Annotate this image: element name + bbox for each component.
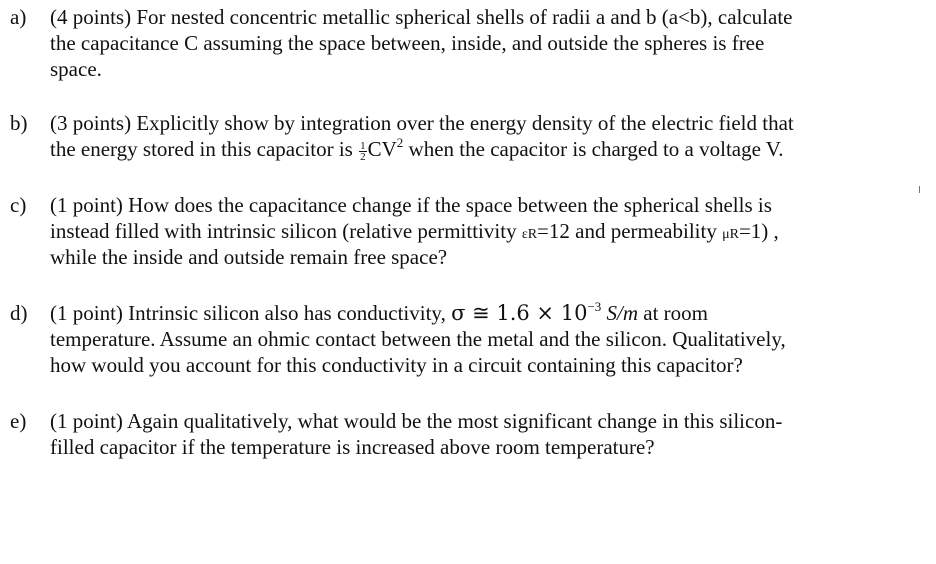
text-line <box>50 136 910 162</box>
question-text <box>50 408 910 460</box>
text-line: while the inside and outside remain free space? <box>50 245 448 269</box>
text-fragment: at room <box>638 301 709 325</box>
text-line: temperature. Assume an ohmic contact between the metal and the silicon. Qualitatively, <box>50 327 786 351</box>
permittivity-symbol: εR <box>521 227 538 242</box>
text-fragment: instead filled with intrinsic silicon (relative permittivity <box>50 219 522 243</box>
text-line <box>50 218 910 244</box>
question-text <box>50 110 910 162</box>
text-fragment: the energy stored in this capacitor is <box>50 137 359 161</box>
text-line: the capacitance C assuming the space between, inside, and outside the spheres is free <box>50 31 765 55</box>
formula-cv: CV <box>367 137 397 161</box>
fraction-numerator: 1 <box>360 139 366 152</box>
question-label: d) <box>10 301 28 325</box>
fraction-denominator: 2 <box>360 150 366 163</box>
text-line: (3 points) Explicitly show by integration over the energy density of the electric field that <box>50 111 794 135</box>
conductivity-unit: S/m <box>601 301 639 325</box>
question-text <box>50 4 910 82</box>
margin-mark <box>919 186 920 193</box>
text-line: filled capacitor if the temperature is increased above room temperature? <box>50 435 655 459</box>
text-fragment: =12 and permeability <box>537 219 723 243</box>
question-label: a) <box>10 5 27 29</box>
question-label: c) <box>10 193 27 217</box>
superscript: 2 <box>396 135 404 150</box>
text-line: space. <box>50 57 102 81</box>
text-line: (1 point) How does the capacitance change if the space between the spherical shells is <box>50 193 772 217</box>
text-fragment: =1) , <box>738 219 779 243</box>
text-line <box>50 300 910 326</box>
superscript: −3 <box>587 299 602 314</box>
text-fragment: (1 point) Intrinsic silicon also has conductivity, <box>50 301 452 325</box>
permeability-symbol: μR <box>722 227 739 242</box>
question-label: e) <box>10 409 27 433</box>
question-label: b) <box>10 111 28 135</box>
text-fragment: when the capacitor is charged to a voltage V. <box>403 137 784 161</box>
conductivity-formula: σ ≅ 1.6 × 10 <box>451 301 588 325</box>
text-line: (4 points) For nested concentric metallic spherical shells of radii a and b (a<b), calculate <box>50 5 793 29</box>
question-text <box>50 192 910 270</box>
text-line: how would you account for this conductivity in a circuit containing this capacitor? <box>50 353 743 377</box>
question-text <box>50 300 910 378</box>
fraction <box>359 141 367 162</box>
text-line: (1 point) Again qualitatively, what would be the most significant change in this silicon- <box>50 409 783 433</box>
